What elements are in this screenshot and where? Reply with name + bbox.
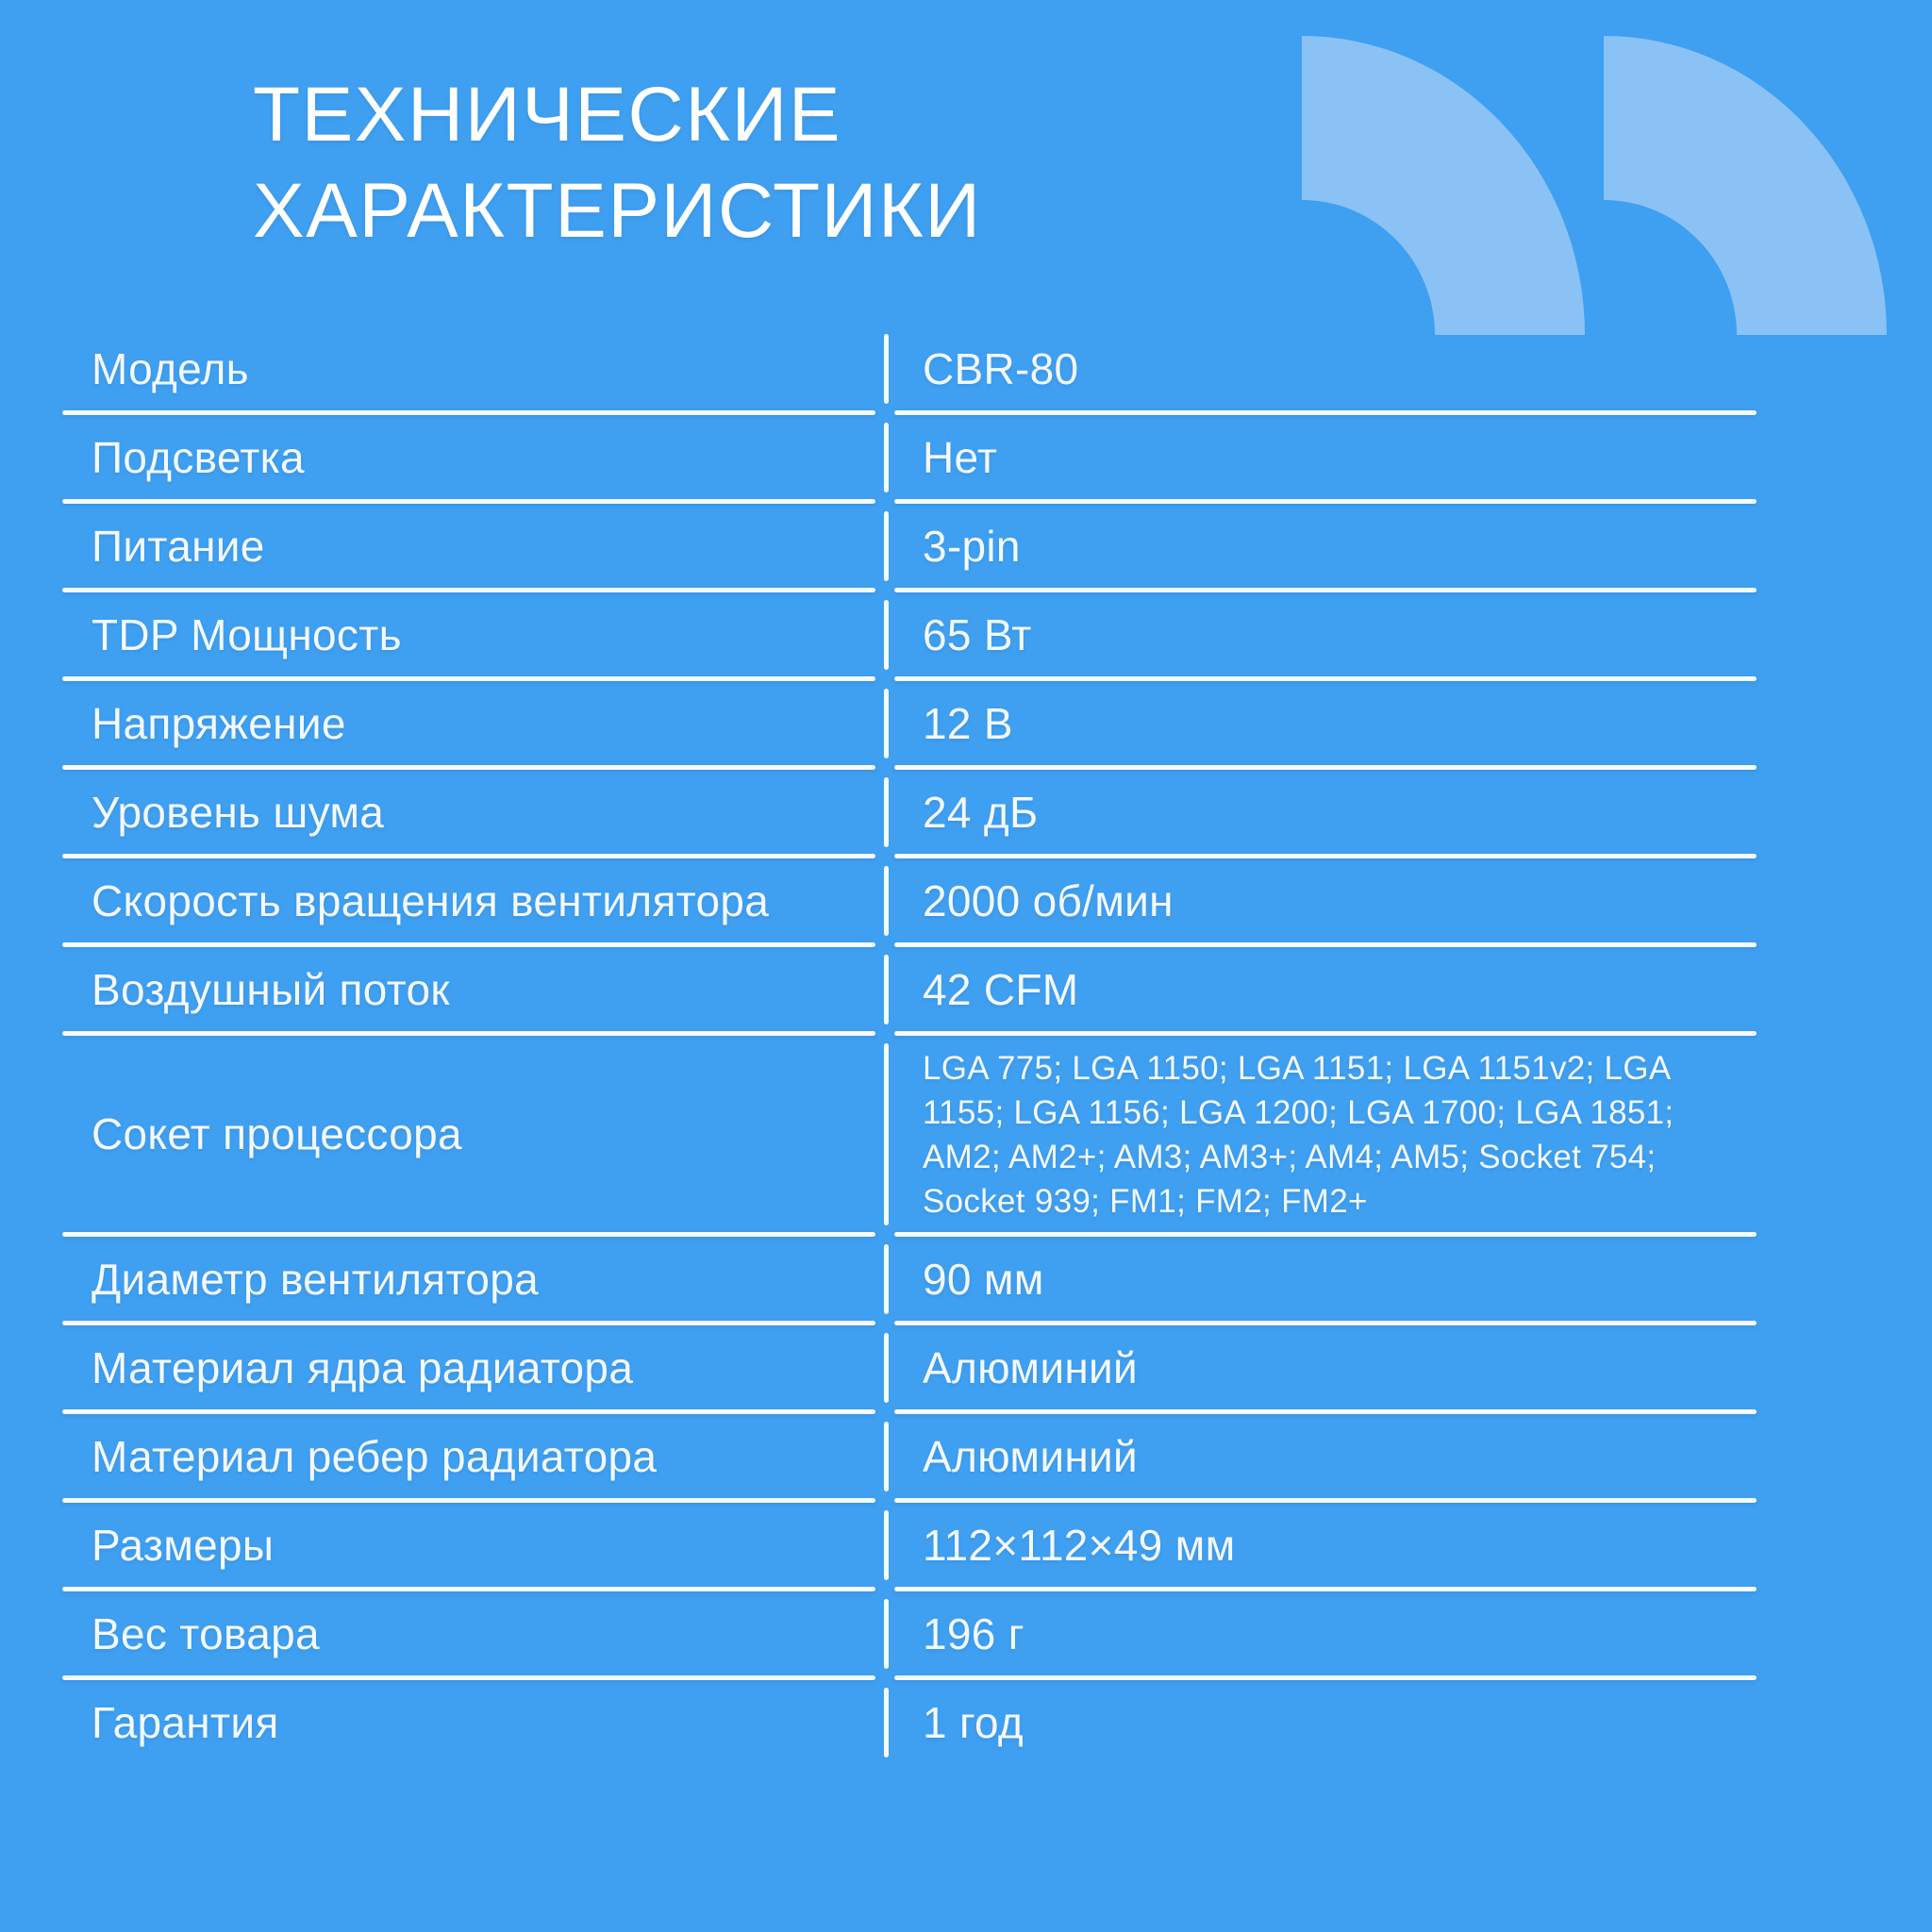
spec-table [62,325,1757,1767]
spec-value: CBR-80 [923,343,1079,393]
spec-row [62,591,1757,679]
spec-value-cell [887,502,1757,591]
spec-label-cell [62,768,887,857]
spec-label: Вес товара [92,1608,320,1658]
spec-value-cell [887,413,1757,502]
spec-value: 2000 об/мин [923,875,1174,925]
spec-value-cell [887,768,1757,857]
spec-row [62,1324,1757,1412]
spec-value: 12 В [923,698,1013,748]
spec-label: Подсветка [92,432,305,482]
spec-label-cell [62,857,887,945]
spec-row [62,1034,1757,1235]
spec-label-cell [62,1412,887,1501]
spec-label: Напряжение [92,698,346,748]
spec-row [62,679,1757,768]
spec-label: Размеры [92,1520,275,1570]
page-title [253,67,982,259]
quote-mark-icon [1302,36,1585,335]
spec-value-cell [887,591,1757,679]
spec-label: Питание [92,521,265,571]
spec-row [62,945,1757,1034]
spec-label-cell [62,1034,887,1235]
spec-row [62,1501,1757,1590]
spec-value-cell [887,857,1757,945]
spec-value-cell [887,1034,1757,1235]
spec-row [62,413,1757,502]
spec-label: Диаметр вентилятора [92,1254,539,1304]
spec-value-cell [887,945,1757,1034]
spec-value: Алюминий [923,1431,1139,1481]
spec-value-cell [887,1324,1757,1412]
spec-value: Нет [923,432,998,482]
spec-label-cell [62,591,887,679]
spec-label: Материал ребер радиатора [92,1431,658,1481]
spec-label-cell [62,1590,887,1678]
page-title-line2: ХАРАКТЕРИСТИКИ [253,168,982,254]
spec-value-cell [887,1590,1757,1678]
spec-label-cell [62,502,887,591]
spec-value-cell [887,1678,1757,1767]
spec-label: Модель [92,343,249,393]
spec-value: 3-pin [923,521,1021,571]
spec-value-cell [887,1235,1757,1324]
spec-value: 42 CFM [923,964,1079,1014]
spec-label-cell [62,1235,887,1324]
spec-value: 112×112×49 мм [923,1520,1236,1570]
spec-label-cell [62,325,887,413]
spec-value: LGA 775; LGA 1150; LGA 1151; LGA 1151v2; LGA 1155; LGA 1156; LGA 1200; LGA 1700; LGA 1851; AM2; AM2+; AM3; AM3+; AM4; AM5; Socket 754; Socket 939; FM1; FM2; FM2+ [923,1049,1674,1220]
spec-row [62,502,1757,591]
spec-label-cell [62,413,887,502]
spec-label: Воздушный поток [92,964,450,1014]
spec-row [62,325,1757,413]
spec-value: Алюминий [923,1342,1139,1392]
spec-label: Скорость вращения вентилятора [92,875,770,925]
spec-label: Уровень шума [92,787,385,837]
spec-value: 65 Вт [923,609,1032,659]
spec-row [62,1678,1757,1767]
spec-row [62,1590,1757,1678]
spec-value-cell [887,679,1757,768]
spec-row [62,1235,1757,1324]
spec-label: TDP Мощность [92,609,402,659]
spec-label: Гарантия [92,1697,279,1747]
spec-row [62,768,1757,857]
quote-mark-icon [1604,36,1887,335]
spec-value-cell [887,1412,1757,1501]
spec-label-cell [62,1324,887,1412]
spec-row [62,857,1757,945]
spec-row [62,1412,1757,1501]
spec-value: 1 год [923,1697,1024,1747]
spec-label-cell [62,945,887,1034]
spec-value-cell [887,1501,1757,1590]
spec-value: 90 мм [923,1254,1044,1304]
spec-value: 24 дБ [923,787,1039,837]
spec-label-cell [62,1501,887,1590]
spec-label-cell [62,1678,887,1767]
spec-label: Сокет процессора [92,1109,462,1159]
spec-value-cell [887,325,1757,413]
page-title-line1: ТЕХНИЧЕСКИЕ [253,72,842,158]
spec-label: Материал ядра радиатора [92,1342,634,1392]
spec-value: 196 г [923,1608,1024,1658]
spec-label-cell [62,679,887,768]
